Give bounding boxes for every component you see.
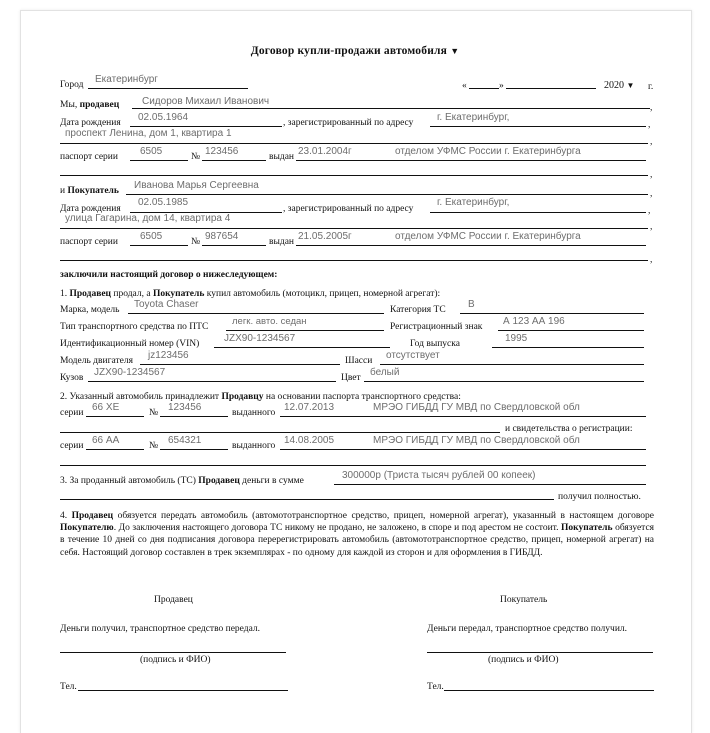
- comma: ,: [650, 189, 653, 199]
- seller-address-field-1[interactable]: г. Екатеринбург,: [437, 112, 510, 123]
- seller-statement: Деньги получил, транспортное средство передал.: [60, 624, 261, 634]
- pts-issued-underline: [280, 416, 646, 417]
- seller-dob-label: Дата рождения: [60, 118, 121, 128]
- chassis-label: Шасси: [345, 356, 373, 366]
- pts-series-underline: [86, 416, 144, 417]
- buyer-name-underline: [126, 194, 648, 195]
- comma: ,: [650, 103, 653, 113]
- sr-issued-label: выданного: [232, 441, 276, 451]
- buyer-address-underline-2: [60, 228, 648, 229]
- seller-address-underline-2: [60, 143, 648, 144]
- title-text: Договор купли-продажи автомобиля: [250, 45, 448, 57]
- seller-dob-underline: [130, 126, 282, 127]
- vin-underline: [214, 347, 390, 348]
- sr-date-field[interactable]: 14.08.2005: [284, 435, 335, 446]
- buyer-passport-number-field[interactable]: 987654: [205, 231, 239, 242]
- seller-number-underline: [202, 160, 266, 161]
- buyer-number-underline: [202, 245, 266, 246]
- amount-field[interactable]: 300000р (Триста тысяч рублей 00 копеек): [342, 470, 536, 481]
- seller-name-field[interactable]: Сидоров Михаил Иванович: [142, 96, 270, 107]
- seller-dob-field[interactable]: 02.05.1964: [138, 112, 189, 123]
- buyer-statement: Деньги передал, транспортное средство получил.: [427, 624, 628, 634]
- buyer-address-field-1[interactable]: г. Екатеринбург,: [437, 197, 510, 208]
- color-label: Цвет: [341, 373, 361, 383]
- seller-issued-date-field[interactable]: 23.01.2004г: [298, 146, 352, 157]
- body-label: Кузов: [60, 373, 84, 383]
- year-underline: [492, 347, 644, 348]
- category-underline: [460, 313, 644, 314]
- comma: ,: [648, 206, 651, 216]
- section4-paragraph: 4. Продавец обязуется передать автомобиль (автомототранспортное средство, прицеп, номерной агрегат), указанный в настоящем договоре Покупателю. До заключения настоящего договора ТС никому не продано, не заложено, в споре и под арестом не состоит. Покупатель обязуется в течение 10 дней со дня подписания договора перерегистрировать автомобиль (автомототранспортное средство, прицеп, номерной агрегат) на себя. Настоящий договор составлен в трек экземплярах - по одному для каждой из сторон и для оформления в ГИБДД.: [60, 511, 655, 558]
- date-day-field[interactable]: [469, 88, 499, 89]
- section2-intro: 2. Указанный автомобиль принадлежит Продавцу на основании паспорта транспортного средства:: [60, 392, 461, 402]
- sr-series-underline: [86, 449, 144, 450]
- sr-series-field[interactable]: 66 АА: [92, 435, 120, 446]
- amount-extra-underline: [60, 499, 554, 500]
- buyer-issued-date-field[interactable]: 21.05.2005г: [298, 231, 352, 242]
- comma: ,: [648, 120, 651, 130]
- pts-issued-label: выданного: [232, 408, 276, 418]
- vin-field[interactable]: JZX90-1234567: [224, 333, 296, 344]
- color-field[interactable]: белый: [370, 367, 400, 378]
- buyer-signature-line[interactable]: [427, 652, 653, 653]
- buyer-passport-no-label: №: [191, 237, 201, 247]
- year-value: 2020: [604, 80, 624, 91]
- pts-series-field[interactable]: 66 ХЕ: [92, 402, 120, 413]
- reg-field[interactable]: А 123 АА 196: [503, 316, 565, 327]
- chassis-underline: [380, 364, 644, 365]
- seller-passport-number-field[interactable]: 123456: [205, 146, 239, 157]
- pts-number-field[interactable]: 123456: [168, 402, 202, 413]
- year-dropdown-arrow[interactable]: ▼: [626, 81, 635, 90]
- seller-passport-series-label: паспорт серии: [60, 152, 118, 162]
- reg-label: Регистрационный знак: [390, 322, 483, 332]
- amount-underline: [334, 484, 646, 485]
- buyer-intro: и Покупатель: [60, 186, 119, 196]
- seller-issued-underline: [296, 160, 646, 161]
- buyer-dob-label: Дата рождения: [60, 204, 121, 214]
- buyer-phone-field[interactable]: [444, 690, 654, 691]
- comma: ,: [650, 255, 653, 265]
- category-label: Категория ТС: [390, 305, 446, 315]
- chassis-field[interactable]: отсутствует: [386, 350, 440, 361]
- sr-number-underline: [160, 449, 228, 450]
- body-underline: [88, 381, 336, 382]
- type-field[interactable]: легк. авто. седан: [232, 316, 307, 327]
- sr-number-field[interactable]: 654321: [168, 435, 202, 446]
- pts-issued-by-field[interactable]: МРЭО ГИБДД ГУ МВД по Свердловской обл: [373, 402, 580, 413]
- seller-address-underline-1: [430, 126, 646, 127]
- make-underline: [128, 313, 384, 314]
- seller-phone-label: Тел.: [60, 682, 77, 692]
- seller-signature-title: Продавец: [154, 595, 193, 605]
- type-label: Тип транспортного средства по ПТС: [60, 322, 209, 332]
- engine-field[interactable]: jz123456: [148, 350, 189, 361]
- seller-intro: Мы, продавец: [60, 100, 120, 110]
- engine-label: Модель двигателя: [60, 356, 133, 366]
- year-label: Год выпуска: [410, 339, 460, 349]
- type-underline: [226, 330, 384, 331]
- year-suffix: г.: [648, 82, 654, 92]
- body-field[interactable]: JZX90-1234567: [94, 367, 166, 378]
- buyer-address-field-2[interactable]: улица Гагарина, дом 14, квартира 4: [65, 213, 231, 224]
- date-quote-open: «: [462, 81, 467, 91]
- buyer-phone-label: Тел.: [427, 682, 444, 692]
- concluded-heading: заключили настоящий договор о нижеследующем:: [60, 270, 278, 280]
- seller-address-field-2[interactable]: проспект Ленина, дом 1, квартира 1: [65, 128, 232, 139]
- buyer-issued-label: выдан: [269, 237, 295, 247]
- seller-issued-label: выдан: [269, 152, 295, 162]
- city-underline: [88, 88, 248, 89]
- buyer-registered-label: , зарегистрированный по адресу: [283, 204, 414, 214]
- seller-signature-line[interactable]: [60, 652, 286, 653]
- seller-registered-label: , зарегистрированный по адресу: [283, 118, 414, 128]
- seller-passport-no-label: №: [191, 152, 201, 162]
- section1-intro: 1. Продавец продал, а Покупатель купил автомобиль (мотоцикл, прицеп, номерной агрегат):: [60, 289, 441, 299]
- seller-extra-underline: [60, 175, 648, 176]
- make-label: Марка, модель: [60, 305, 120, 315]
- buyer-issued-by-field[interactable]: отделом УФМС России г. Екатеринбурга: [395, 231, 581, 242]
- received-label: получил полностью.: [558, 492, 641, 502]
- buyer-signature-title: Покупатель: [500, 595, 548, 605]
- pts-number-underline: [160, 416, 228, 417]
- buyer-name-field[interactable]: Иванова Марья Сергеевна: [134, 180, 259, 191]
- pts-date-field[interactable]: 12.07.2013: [284, 402, 335, 413]
- seller-sign-caption: (подпись и ФИО): [140, 655, 211, 665]
- color-underline: [364, 381, 644, 382]
- sr-no-label: №: [149, 441, 159, 451]
- pts-series-label: серии: [60, 408, 84, 418]
- sr-extra-underline: [60, 465, 646, 466]
- registration-cert-label: и свидетельства о регистрации:: [505, 424, 633, 434]
- category-field[interactable]: В: [468, 299, 475, 310]
- reg-underline: [498, 330, 644, 331]
- engine-underline: [140, 364, 340, 365]
- seller-name-underline: [132, 108, 650, 109]
- section3-intro: 3. За проданный автомобиль (ТС) Продавец деньги в сумме: [60, 476, 304, 486]
- sr-issued-underline: [280, 449, 646, 450]
- pts-no-label: №: [149, 408, 159, 418]
- make-field[interactable]: Toyota Chaser: [134, 299, 199, 310]
- city-field[interactable]: Екатеринбург: [95, 74, 158, 85]
- document-title[interactable]: [0, 45, 710, 57]
- comma: ,: [650, 170, 653, 180]
- sr-series-label: серии: [60, 441, 84, 451]
- buyer-series-underline: [130, 245, 188, 246]
- buyer-address-underline-1: [430, 212, 646, 213]
- buyer-passport-series-field[interactable]: 6505: [140, 231, 163, 242]
- pts-extra-underline: [60, 432, 500, 433]
- vin-label: Идентификационный номер (VIN): [60, 339, 200, 349]
- buyer-extra-underline: [60, 260, 648, 261]
- buyer-passport-series-label: паспорт серии: [60, 237, 118, 247]
- date-quote-close: »: [499, 81, 504, 91]
- year-select[interactable]: [604, 80, 634, 91]
- sr-issued-by-field[interactable]: МРЭО ГИБДД ГУ МВД по Свердловской обл: [373, 435, 580, 446]
- buyer-issued-underline: [296, 245, 646, 246]
- buyer-dob-field[interactable]: 02.05.1985: [138, 197, 189, 208]
- buyer-sign-caption: (подпись и ФИО): [488, 655, 559, 665]
- title-dropdown-arrow[interactable]: ▼: [450, 46, 460, 56]
- city-label: Город: [60, 80, 84, 90]
- seller-series-underline: [130, 160, 188, 161]
- year-field[interactable]: 1995: [505, 333, 528, 344]
- seller-issued-by-field[interactable]: отделом УФМС России г. Екатеринбурга: [395, 146, 581, 157]
- seller-passport-series-field[interactable]: 6505: [140, 146, 163, 157]
- comma: ,: [650, 137, 653, 147]
- date-month-field[interactable]: [506, 88, 596, 89]
- comma: ,: [650, 222, 653, 232]
- seller-phone-field[interactable]: [78, 690, 288, 691]
